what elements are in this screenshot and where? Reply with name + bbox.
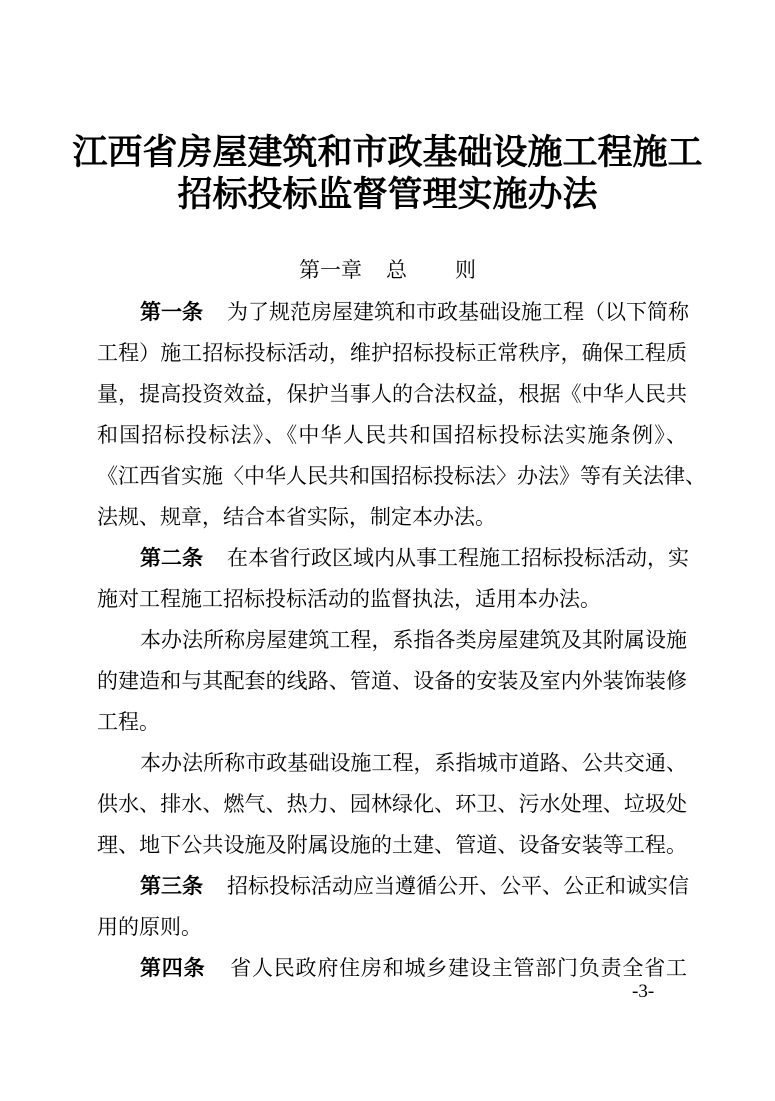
article-3-text: 招标投标活动应当遵循公开、公平、公正和诚实信 xyxy=(227,874,689,898)
article-4-text: 省人民政府住房和城乡建设主管部门负责全省工 xyxy=(229,956,687,980)
article-2-text: 在本省行政区域内从事工程施工招标投标活动，实 xyxy=(227,546,689,570)
paragraph-line: 施对工程施工招标投标活动的监督执法，适用本办法。 xyxy=(97,587,601,611)
document-title-line-2: 招标投标监督管理实施办法 xyxy=(177,174,598,215)
page-number: -3- xyxy=(632,981,655,1002)
paragraph-line: 工程）施工招标投标活动，维护招标投标正常秩序，确保工程质 xyxy=(97,341,687,365)
article-2-line-1 xyxy=(140,548,687,569)
chapter-name-char-1: 总 xyxy=(386,258,407,282)
article-2-label: 第二条 xyxy=(140,546,203,570)
paragraph-line: 和国招标投标法》、《中华人民共和国招标投标法实施条例》、 xyxy=(97,423,687,447)
chapter-number: 第一章 xyxy=(299,258,362,282)
article-3-label: 第三条 xyxy=(140,874,203,898)
paragraph-line: 的建造和与其配套的线路、管道、设备的安装及室内外装饰装修 xyxy=(97,669,687,693)
paragraph-line: 工程。 xyxy=(97,710,160,734)
article-4-line-1 xyxy=(140,958,687,979)
paragraph-line: 法规、规章，结合本省实际，制定本办法。 xyxy=(97,505,496,529)
document-title-line-1: 江西省房屋建筑和市政基础设施工程施工 xyxy=(72,132,703,173)
paragraph-line: 本办法所称房屋建筑工程，系指各类房屋建筑及其附属设施 xyxy=(140,628,687,652)
paragraph-line: 本办法所称市政基础设施工程，系指城市道路、公共交通、 xyxy=(140,751,687,775)
article-4-label: 第四条 xyxy=(140,956,206,980)
paragraph-line: 供水、排水、燃气、热力、园林绿化、环卫、污水处理、垃圾处 xyxy=(97,792,687,816)
paragraph-line: 量，提高投资效益，保护当事人的合法权益，根据《中华人民共 xyxy=(97,382,687,406)
paragraph-line: 用的原则。 xyxy=(97,915,202,939)
paragraph-line: 《江西省实施〈中华人民共和国招标投标法〉办法》等有关法律、 xyxy=(97,464,706,488)
chapter-heading xyxy=(0,260,775,281)
article-1-text: 为了规范房屋建筑和市政基础设施工程（以下简称 xyxy=(227,300,689,324)
article-1-line-1 xyxy=(140,302,687,323)
paragraph-line: 理、地下公共设施及附属设施的土建、管道、设备安装等工程。 xyxy=(97,833,687,857)
article-3-line-1 xyxy=(140,876,687,897)
article-1-label: 第一条 xyxy=(140,300,203,324)
chapter-name-char-2: 则 xyxy=(455,258,476,282)
